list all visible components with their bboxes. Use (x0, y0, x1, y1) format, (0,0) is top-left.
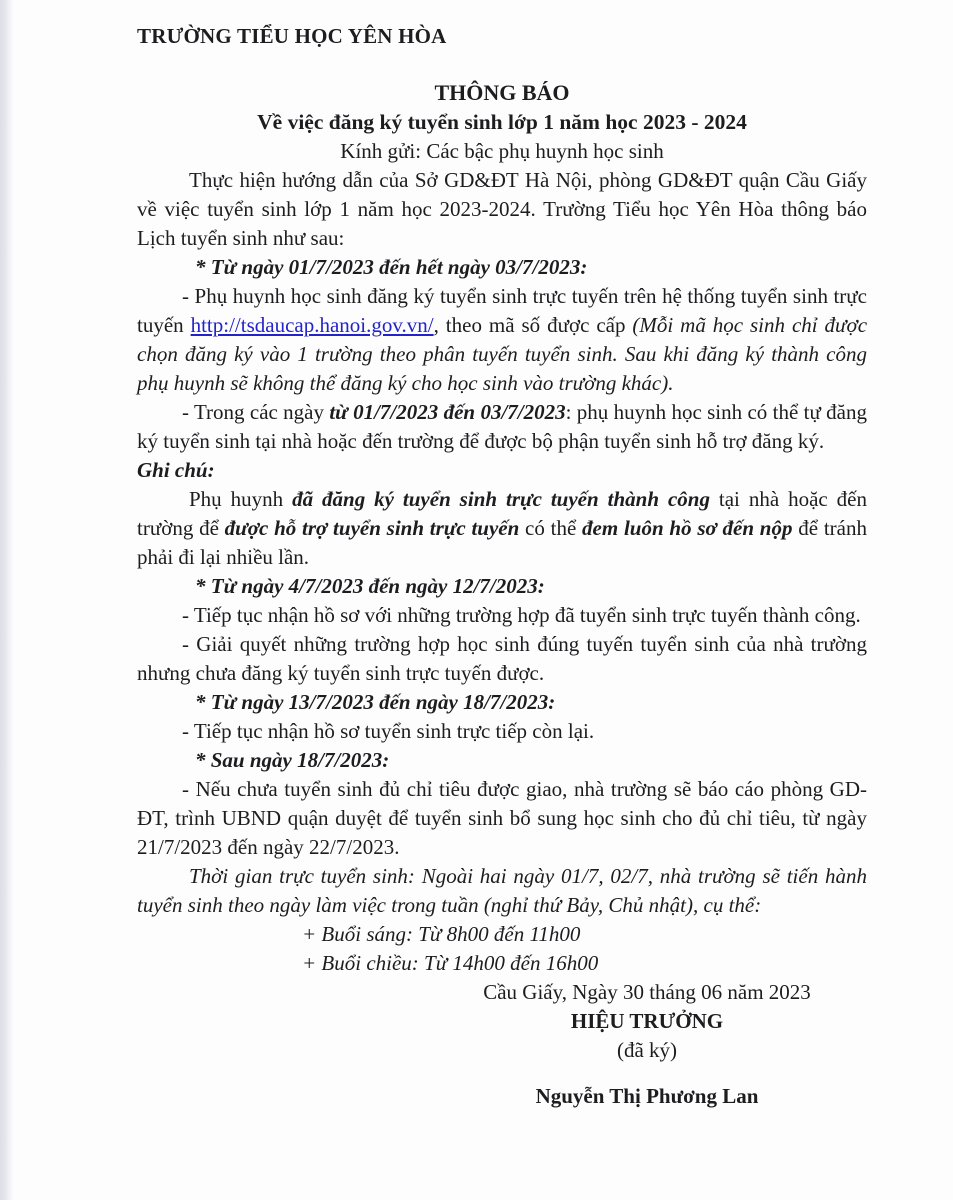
intro-paragraph: Thực hiện hướng dẫn của Sở GD&ĐT Hà Nội, phòng GD&ĐT quận Cầu Giấy về việc tuyển sinh lớp 1 năm học 2023-2024. Trường Tiểu học Yên Hòa thông báo Lịch tuyển sinh như sau: (137, 168, 867, 250)
registration-link[interactable]: http://tsdaucap.hanoi.gov.vn/ (190, 313, 434, 337)
signer-title: HIỆU TRƯỞNG (570, 1009, 724, 1033)
section-4-paragraph-1: - Nếu chưa tuyển sinh đủ chỉ tiêu được giao, nhà trường sẽ báo cáo phòng GD-ĐT, trình UBND quận duyệt để tuyển sinh bổ sung học sinh cho đủ chỉ tiêu, từ ngày 21/7/2023 đến ngày 22/7/2023. (137, 777, 867, 859)
section-1-heading: * Từ ngày 01/7/2023 đến hết ngày 03/7/2023: (195, 255, 588, 279)
note-heading: Ghi chú: (137, 458, 215, 482)
paragraph-text: có thể (519, 516, 583, 540)
schedule-paragraph: Thời gian trực tuyển sinh: Ngoài hai ngày 01/7, 02/7, nhà trường sẽ tiến hành tuyển sinh theo ngày làm việc trong tuần (nghỉ thứ Bảy, Chủ nhật), cụ thể: (137, 864, 867, 917)
signed-note: (đã ký) (616, 1038, 678, 1062)
emphasis-bring-documents: đem luôn hồ sơ đến nộp (582, 516, 793, 540)
paragraph-text: - Trong các ngày (182, 400, 330, 424)
section-4-heading: * Sau ngày 18/7/2023: (195, 748, 390, 772)
paragraph-text: , theo mã số được cấp (433, 313, 633, 337)
signer-name: Nguyễn Thị Phương Lan (535, 1084, 759, 1108)
paragraph-text: : phụ huynh học sinh có thể tự đăng ký tuyển sinh tại nhà hoặc đến trường để được bộ phận tuyển sinh hỗ trợ đăng ký. (137, 400, 868, 453)
page-edge-shadow (0, 0, 14, 1200)
emphasis-registered-online: đã đăng ký tuyển sinh trực tuyến thành công (292, 487, 710, 511)
paragraph-text: tại nhà hoặc đến trường để (137, 487, 867, 540)
note-paragraph (137, 485, 867, 572)
section-2-paragraph-2: - Giải quyết những trường hợp học sinh đúng tuyến tuyển sinh của nhà trường nhưng chưa đăng ký tuyển sinh trực tuyến được. (137, 632, 867, 685)
paragraph-text: Phụ huynh (189, 487, 293, 511)
place-date-line: Cầu Giấy, Ngày 30 tháng 06 năm 2023 (483, 980, 811, 1004)
section-2-heading: * Từ ngày 4/7/2023 đến ngày 12/7/2023: (195, 574, 545, 598)
section-1-paragraph-2 (137, 398, 867, 456)
paragraph-text: - Phụ huynh học sinh đăng ký tuyển sinh trực tuyến trên hệ thống tuyển sinh trực tuyến (137, 284, 867, 337)
emphasis-supported-online: được hỗ trợ tuyển sinh trực tuyến (224, 516, 520, 540)
parenthetical-note: (Mỗi mã học sinh chỉ được chọn đăng ký vào 1 trường theo phân tuyến tuyển sinh. Sau khi đăng ký thành công phụ huynh sẽ không thể đăng ký cho học sinh vào trường khác). (137, 313, 868, 395)
morning-session-line: + Buổi sáng: Từ 8h00 đến 11h00 (302, 922, 581, 946)
section-3-heading: * Từ ngày 13/7/2023 đến ngày 18/7/2023: (195, 690, 556, 714)
section-2-paragraph-1: - Tiếp tục nhận hồ sơ với những trường hợp đã tuyển sinh trực tuyến thành công. (182, 603, 861, 627)
date-range-emphasis: từ 01/7/2023 đến 03/7/2023 (329, 400, 566, 424)
section-1-paragraph-1 (137, 282, 867, 398)
paragraph-text: để tránh phải đi lại nhiều lần. (137, 516, 867, 569)
notice-content (137, 22, 867, 1111)
afternoon-session-line: + Buổi chiều: Từ 14h00 đến 16h00 (302, 951, 599, 975)
notice-subtitle: Về việc đăng ký tuyển sinh lớp 1 năm học 2023 - 2024 (257, 110, 747, 134)
salutation: Kính gửi: Các bậc phụ huynh học sinh (340, 139, 664, 163)
notice-title: THÔNG BÁO (434, 80, 570, 105)
section-3-paragraph-1: - Tiếp tục nhận hồ sơ tuyển sinh trực tiếp còn lại. (182, 719, 595, 743)
signature-block (437, 978, 857, 1111)
school-name: TRƯỜNG TIỂU HỌC YÊN HÒA (137, 24, 447, 48)
